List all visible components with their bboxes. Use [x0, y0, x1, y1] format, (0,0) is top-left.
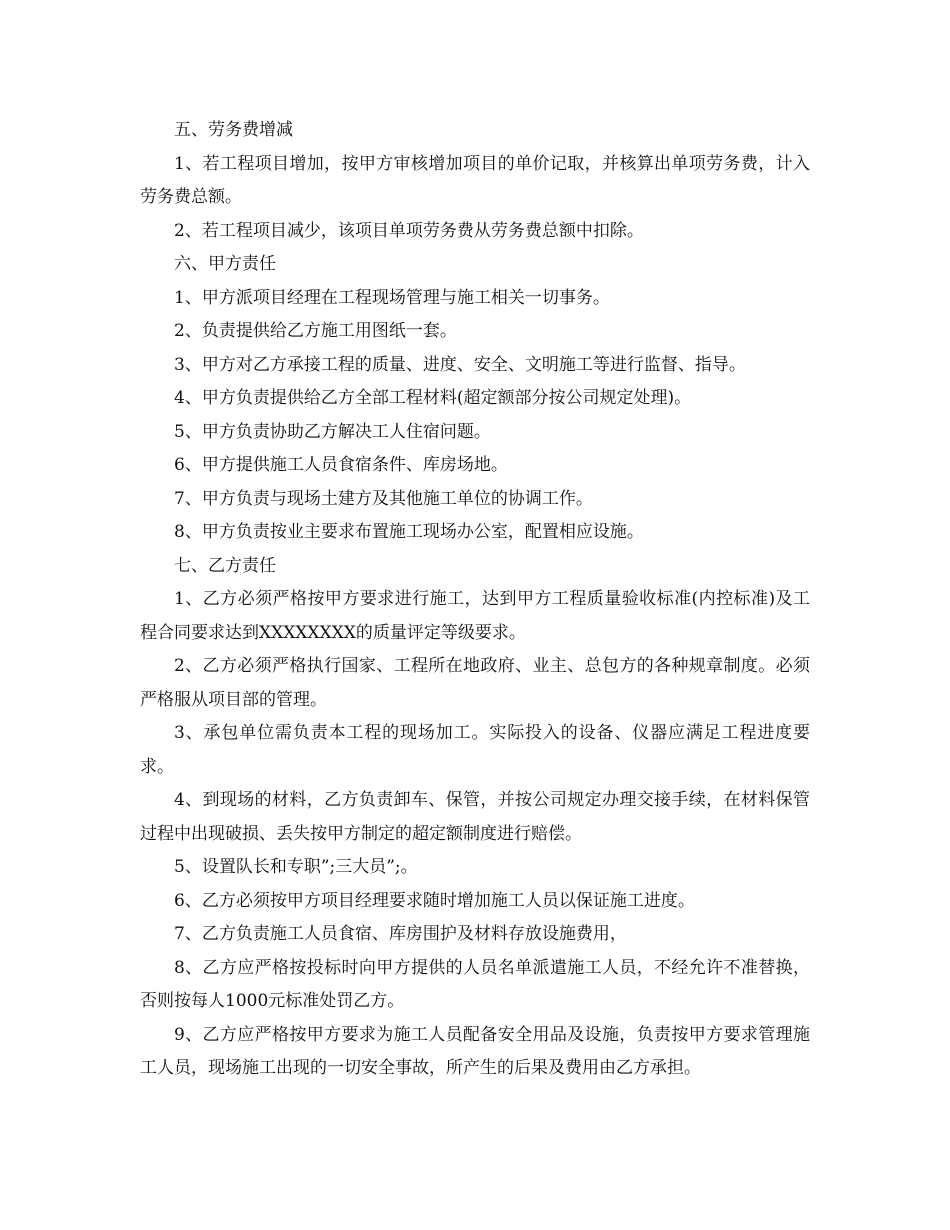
section-heading-labor-fee: 五、劳务费增减 — [174, 120, 293, 140]
section-heading-party-a: 六、甲方责任 — [174, 254, 276, 274]
paragraph: 3、承包单位需负责本工程的现场加工。实际投入的设备、仪器应满足工程进度要求。 — [140, 723, 810, 777]
paragraph: 9、乙方应严格按甲方要求为施工人员配备安全用品及设施，负责按甲方要求管理施工人员，现场施工出现的一切安全事故，所产生的后果及费用由乙方承担。 — [140, 1024, 810, 1078]
paragraph: 2、乙方必须严格执行国家、工程所在地政府、业主、总包方的各种规章制度。必须严格服从项目部的管理。 — [140, 656, 810, 710]
paragraph: 1、若工程项目增加，按甲方审核增加项目的单价记取，并核算出单项劳务费，计入劳务费总额。 — [140, 153, 810, 207]
paragraph: 6、乙方必须按甲方项目经理要求随时增加施工人员以保证施工进度。 — [174, 890, 695, 911]
paragraph: 2、若工程项目减少，该项目单项劳务费从劳务费总额中扣除。 — [174, 220, 644, 241]
paragraph: 5、甲方负责协助乙方解决工人住宿问题。 — [174, 421, 491, 442]
paragraph: 2、负责提供给乙方施工用图纸一套。 — [174, 321, 457, 341]
paragraph: 8、甲方负责按业主要求布置施工现场办公室，配置相应设施。 — [174, 522, 644, 542]
paragraph: 4、甲方负责提供给乙方全部工程材料(超定额部分按公司规定处理)。 — [174, 388, 692, 408]
paragraph: 1、甲方派项目经理在工程现场管理与施工相关一切事务。 — [174, 287, 610, 308]
paragraph: 8、乙方应严格按投标时向甲方提供的人员名单派遣施工人员，不经允许不准替换，否则按每人1000元标准处罚乙方。 — [140, 957, 810, 1011]
paragraph: 3、甲方对乙方承接工程的质量、进度、安全、文明施工等进行监督、指导。 — [174, 354, 746, 375]
section-heading-party-b: 七、乙方责任 — [174, 555, 276, 576]
paragraph: 6、甲方提供施工人员食宿条件、库房场地。 — [174, 455, 508, 475]
paragraph: 5、设置队长和专职”;三大员”;。 — [174, 857, 418, 877]
paragraph: 7、乙方负责施工人员食宿、库房围护及材料存放设施费用， — [174, 924, 627, 944]
paragraph: 4、到现场的材料，乙方负责卸车、保管，并按公司规定办理交接手续，在材料保管过程中出现破损、丢失按甲方制定的超定额制度进行赔偿。 — [140, 790, 810, 844]
paragraph: 1、乙方必须严格按甲方要求进行施工，达到甲方工程质量验收标准(内控标准)及工程合同要求达到XXXXXXXX的质量评定等级要求。 — [140, 589, 810, 643]
paragraph: 7、甲方负责与现场土建方及其他施工单位的协调工作。 — [174, 488, 593, 509]
document-page — [140, 114, 810, 1086]
